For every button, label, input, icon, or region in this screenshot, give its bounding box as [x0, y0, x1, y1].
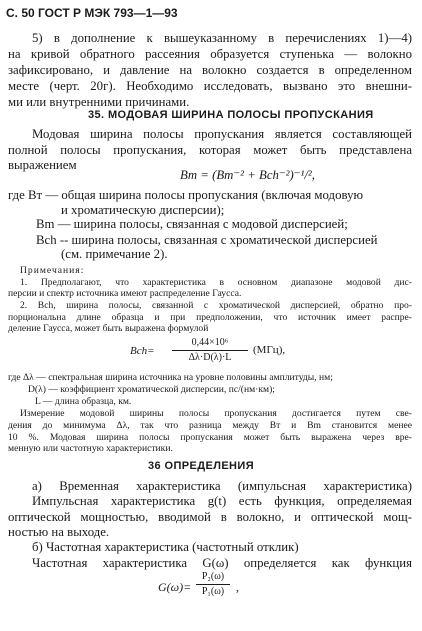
where1-line-2: и хроматическую дисперсии); [61, 203, 225, 217]
where1-line-1: где Bт — общая ширина полосы пропускания (включая модовую [8, 188, 364, 202]
para2-line-1: Модовая ширина полосы пропускания является составляющей [32, 127, 412, 141]
para3-line-3: 10 %. Модовая ширина полосы пропускания может быть выражена через вре- [8, 432, 412, 443]
notes-title: Примечания: [20, 265, 85, 276]
para1-line-3: зафиксировано, и давление на волокно создается в определенном [8, 63, 412, 77]
para4-line-4: ностью на выходе. [8, 525, 110, 539]
formula3-tail: , [236, 580, 239, 594]
formula2-denominator: Δλ·D(λ)·L [188, 352, 232, 363]
where1-line-3: Bm — ширина полосы, связанная с модовой дисперсией; [36, 217, 348, 231]
formula3-fraction-bar [196, 584, 230, 585]
page-header: С. 50 ГОСТ Р МЭК 793—1—93 [6, 6, 178, 20]
where2-line-2: D(λ) — коэффициент хроматической дисперсии, пс/(нм·км); [28, 384, 275, 395]
para1-line-4: месте (черт. 20г). Необходимо исследовать, вызвано это внешни- [8, 79, 412, 93]
formula-total-bandwidth: Bт = (Bm⁻² + Bch⁻²)⁻¹/², [180, 168, 315, 182]
para3-line-4: менную или частотную характеристики. [8, 443, 173, 454]
para3-line-1: Измерение модовой ширины полосы пропускания достигается путем све- [20, 408, 412, 419]
formula2-fraction-bar [172, 350, 248, 351]
para4-line-3: оптической мощностью, вводимой в волокно, и оптической мощ- [8, 510, 412, 524]
section-35-title: 35. МОДОВАЯ ШИРИНА ПОЛОСЫ ПРОПУСКАНИЯ [88, 109, 374, 121]
para1-line-5: ми или внутренними причинами. [8, 95, 190, 109]
formula2-lhs: Bch= [130, 345, 155, 357]
where2-line-3: L — длина образца, км. [35, 396, 132, 407]
note-line-5: деление Гаусса, может быть выражена формулой [8, 323, 209, 334]
note-line-1: 1. Предполагают, что характеристика в основном диапазоне модовой дис- [20, 277, 412, 288]
where2-line-1: где Δλ — спектральная ширина источника на уровне половины амплитуды, нм; [8, 372, 333, 383]
formula2-numerator: 0,44×10⁶ [191, 337, 229, 348]
para4-line-2: Импульсная характеристика g(t) есть функция, определяемая [32, 494, 412, 508]
formula2-unit: (МГц), [253, 344, 286, 356]
para4-line-6: Частотная характеристика G(ω) определяется как функция [32, 556, 412, 570]
section-36-title: 36 ОПРЕДЕЛЕНИЯ [148, 460, 255, 472]
formula3-denominator: P₁(ω) [201, 586, 225, 597]
para4-line-5: б) Частотная характеристика (частотный отклик) [32, 540, 299, 554]
note-line-3: 2. Bch, ширина полосы, связанной с хроматической дисперсией, обратно про- [20, 300, 412, 311]
note-line-2: персии и спектр источника имеют распределение Гаусса. [8, 288, 242, 299]
para4-line-1: а) Временная характеристика (импульсная характеристика) [32, 479, 412, 493]
para1-line-1: 5) в дополнение к вышеуказанному в перечислениях 1)—4) [32, 31, 412, 45]
para2-line-2: полной полосы пропускания, которая может быть представлена [8, 143, 412, 157]
formula3-numerator: P₂(ω) [201, 571, 225, 582]
where1-line-4: Bch -- ширина полосы, связанная с хроматической дисперсией [36, 233, 378, 247]
note-line-4: порциональна длине образца и при предположении, что источник имеет распре- [8, 312, 412, 323]
para3-line-2: дения до минимума Δλ, так что разница между Bт и Bm становится менее [8, 420, 412, 431]
where1-line-5: (см. примечание 2). [61, 247, 168, 261]
para1-line-2: на кривой обратного рассеяния образуется ступенька — волокно [8, 47, 412, 61]
para2-line-3: выражением [8, 158, 77, 172]
formula3-lhs: G(ω)= [158, 580, 192, 594]
